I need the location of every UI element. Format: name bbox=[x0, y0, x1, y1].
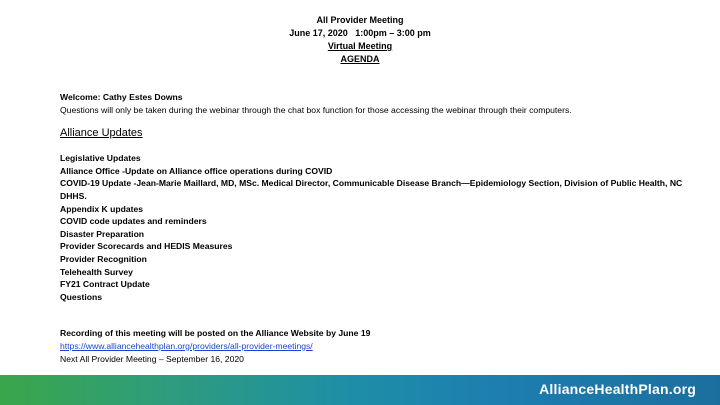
agenda-heading: AGENDA bbox=[340, 54, 380, 64]
agenda-item: Questions bbox=[60, 291, 103, 302]
agenda-item: Provider Scorecards and HEDIS Measures bbox=[60, 241, 233, 252]
meeting-format: Virtual Meeting bbox=[327, 41, 393, 51]
welcome-note: Questions will only be taken during the webinar through the chat box function for those accessing the webinar through their computers. bbox=[60, 104, 572, 115]
agenda-item: COVID-19 Update -Jean-Marie Maillard, MD, MSc. Medical Director, Communicable Disease Branch—Epidemiology Section, Division of Public Health, NC DHHS. bbox=[60, 178, 683, 201]
agenda-item: Disaster Preparation bbox=[60, 228, 145, 239]
agenda-item: Appendix K updates bbox=[60, 203, 144, 214]
brand-logo-text: AllianceHealthPlan.org bbox=[539, 381, 696, 397]
recording-note: Recording of this meeting will be posted on the Alliance Website by June 19 bbox=[60, 328, 371, 339]
header bbox=[0, 14, 720, 66]
agenda-list bbox=[60, 152, 700, 303]
next-meeting: Next All Provider Meeting – September 16, 2020 bbox=[60, 353, 244, 364]
welcome-line: Welcome: Cathy Estes Downs bbox=[60, 92, 183, 102]
section-title: Alliance Updates bbox=[60, 127, 143, 140]
agenda-item: COVID code updates and reminders bbox=[60, 216, 207, 227]
agenda-item: Telehealth Survey bbox=[60, 266, 133, 277]
agenda-item: Provider Recognition bbox=[60, 253, 147, 264]
meeting-title: All Provider Meeting bbox=[316, 15, 404, 25]
agenda-item: Legislative Updates bbox=[60, 153, 141, 164]
meetings-page-link[interactable]: https://www.alliancehealthplan.org/providers/all-provider-meetings/ bbox=[60, 340, 313, 351]
meeting-datetime: June 17, 2020 1:00pm – 3:00 pm bbox=[289, 28, 431, 38]
agenda-item: Alliance Office -Update on Alliance office operations during COVID bbox=[60, 165, 333, 176]
footer-banner bbox=[0, 375, 720, 405]
agenda-item: FY21 Contract Update bbox=[60, 279, 150, 290]
agenda-body bbox=[60, 91, 700, 365]
